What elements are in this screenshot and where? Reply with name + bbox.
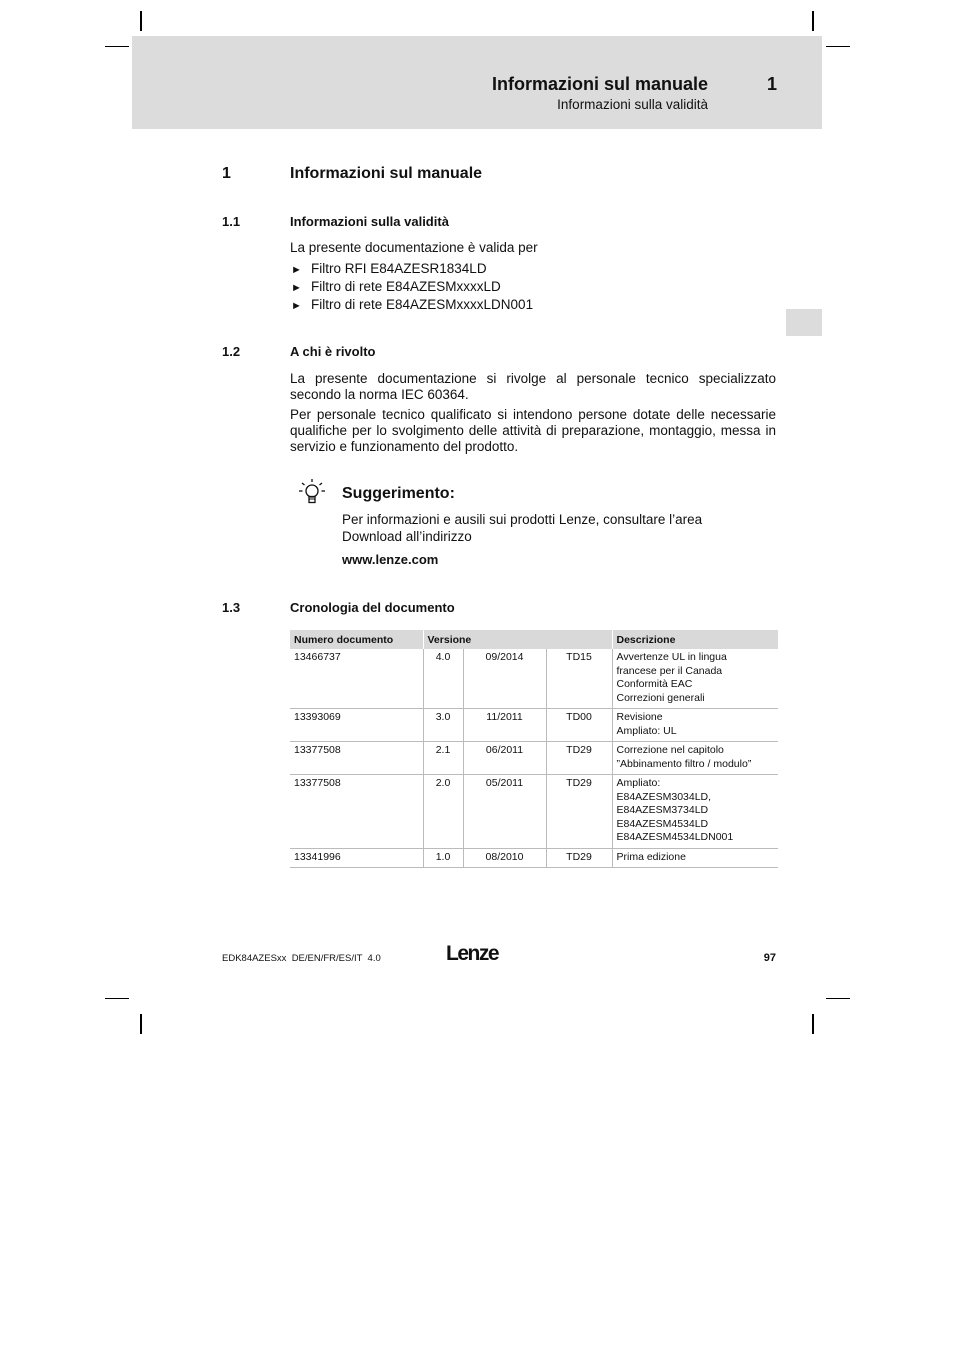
page-subtitle: Informazioni sulla validità — [557, 97, 708, 112]
section-number: 1.2 — [222, 344, 241, 359]
crop-mark — [812, 11, 814, 31]
date-cell: 09/2014 — [463, 649, 546, 709]
section-title: A chi è rivolto — [290, 344, 376, 359]
table-row — [290, 649, 778, 709]
lenze-logo: Lenze — [446, 942, 499, 965]
description-line: Conformità EAC — [616, 678, 693, 690]
column-header: Versione — [423, 630, 612, 649]
version-cell: 2.0 — [423, 775, 463, 849]
date-cell: 11/2011 — [463, 709, 546, 742]
code-cell: TD29 — [546, 775, 612, 849]
crop-mark — [826, 46, 850, 47]
paragraph: Per personale tecnico qualificato si intendono persone dotate delle necessarie qualifiche per lo svolgimento delle attività di preparazione, montaggio, messa in servizio e funzionamento del prodotto. — [290, 407, 776, 454]
version-cell: 3.0 — [423, 709, 463, 742]
description-line: Correzioni generali — [616, 691, 705, 704]
crop-mark — [140, 11, 142, 31]
table-header-row — [290, 630, 778, 649]
document-id: EDK84AZESxx DE/EN/FR/ES/IT 4.0 — [222, 953, 381, 964]
table-row — [290, 709, 778, 742]
description-line: Prima edizione — [616, 850, 686, 863]
list-item — [291, 279, 501, 294]
crop-mark — [826, 998, 850, 999]
doc-number-cell: 13377508 — [290, 775, 423, 849]
code-cell: TD29 — [546, 848, 612, 868]
table-row — [290, 775, 778, 849]
document-history-table — [290, 630, 778, 868]
list-item-text: Filtro RFI E84AZESR1834LD — [311, 261, 487, 276]
column-header: Descrizione — [612, 630, 778, 649]
list-item-text: Filtro di rete E84AZESMxxxxLDN001 — [311, 297, 534, 312]
list-item-text: Filtro di rete E84AZESMxxxxLD — [311, 279, 501, 294]
table-row — [290, 742, 778, 775]
section-title: Cronologia del documento — [290, 600, 455, 615]
chapter-number: 1 — [766, 74, 777, 94]
date-cell: 06/2011 — [463, 742, 546, 775]
description-line: Revisione — [616, 711, 663, 723]
description-line: francese per il Canada — [616, 664, 723, 677]
description-line: E84AZESM3734LD — [616, 804, 709, 816]
bullet-arrow-icon: ► — [291, 282, 302, 294]
description-cell — [612, 848, 778, 868]
tip-title: Suggerimento: — [342, 485, 455, 502]
crop-mark — [140, 1014, 142, 1034]
version-cell: 2.1 — [423, 742, 463, 775]
chapter-tab — [786, 309, 822, 336]
section-number: 1 — [222, 165, 231, 182]
page-title: Informazioni sul manuale — [491, 74, 708, 94]
section-title: Informazioni sul manuale — [290, 165, 483, 182]
paragraph: La presente documentazione è valida per — [290, 240, 538, 255]
description-cell — [612, 709, 778, 742]
page-number: 97 — [763, 952, 776, 964]
crop-mark — [105, 46, 129, 47]
description-cell — [612, 775, 778, 849]
description-cell — [612, 649, 778, 709]
description-line: ”Abbinamento filtro / modulo” — [616, 757, 752, 770]
paragraph: La presente documentazione si rivolge al personale tecnico specializzato secondo la norma IEC 60364. — [290, 371, 776, 402]
bullet-arrow-icon: ► — [291, 300, 302, 312]
list-item — [291, 261, 487, 276]
lightbulb-icon — [296, 477, 326, 507]
code-cell: TD00 — [546, 709, 612, 742]
doc-number-cell: 13466737 — [290, 649, 423, 709]
description-line: Avvertenze UL in lingua — [616, 651, 727, 663]
code-cell: TD15 — [546, 649, 612, 709]
section-number: 1.1 — [222, 214, 241, 229]
description-line: Ampliato: — [616, 777, 661, 789]
description-line: Ampliato: UL — [616, 724, 677, 737]
section-title: Informazioni sulla validità — [290, 214, 449, 229]
list-item — [291, 297, 533, 312]
description-cell — [612, 742, 778, 775]
website-link[interactable]: www.lenze.com — [342, 552, 439, 567]
description-line: E84AZESM3034LD, — [616, 790, 712, 803]
date-cell: 08/2010 — [463, 848, 546, 868]
table-row — [290, 848, 778, 868]
bullet-arrow-icon: ► — [291, 264, 302, 276]
date-cell: 05/2011 — [463, 775, 546, 849]
crop-mark — [105, 998, 129, 999]
tip-text: Per informazioni e ausili sui prodotti Lenze, consultare l’area Download all’indirizzo — [342, 512, 703, 544]
version-cell: 1.0 — [423, 848, 463, 868]
description-line: E84AZESM4534LDN001 — [616, 831, 734, 843]
version-cell: 4.0 — [423, 649, 463, 709]
doc-number-cell: 13393069 — [290, 709, 423, 742]
section-number: 1.3 — [222, 600, 241, 615]
doc-number-cell: 13341996 — [290, 848, 423, 868]
description-line: Correzione nel capitolo — [616, 744, 724, 756]
code-cell: TD29 — [546, 742, 612, 775]
column-header: Numero documento — [290, 630, 423, 649]
description-line: E84AZESM4534LD — [616, 817, 709, 830]
crop-mark — [812, 1014, 814, 1034]
doc-number-cell: 13377508 — [290, 742, 423, 775]
